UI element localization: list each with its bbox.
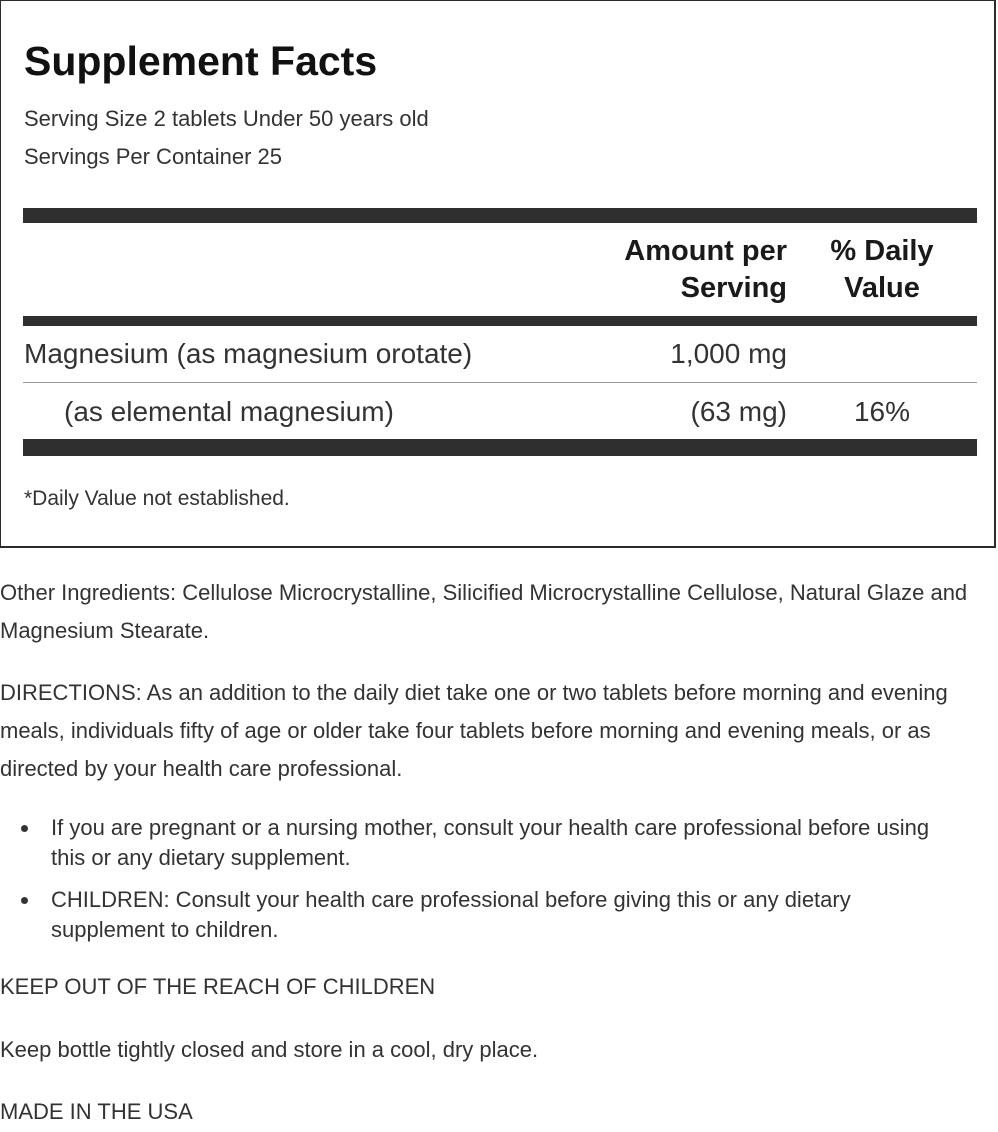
amount-per-serving-header xyxy=(561,233,787,307)
warning-list xyxy=(0,813,996,957)
nutrient-sub-amount: (63 mg) xyxy=(690,396,787,427)
daily-header-line1: % Daily xyxy=(830,235,934,267)
column-divider-bar xyxy=(23,316,977,326)
nutrient-sub-name: (as elemental magnesium) xyxy=(64,396,394,427)
bullet-icon xyxy=(21,825,28,832)
bullet-icon xyxy=(21,897,28,904)
footer-divider-bar xyxy=(23,439,977,456)
row-divider xyxy=(23,382,977,383)
amount-header-line2: Serving xyxy=(680,272,787,304)
serving-size: Serving Size 2 tablets Under 50 years old xyxy=(24,106,429,131)
servings-per-container: Servings Per Container 25 xyxy=(24,144,283,169)
warning-text: CHILDREN: Consult your health care professional before giving this or any dietary supplement to children. xyxy=(51,887,851,942)
header-divider-bar xyxy=(23,208,977,223)
keep-out-warning: KEEP OUT OF THE REACH OF CHILDREN xyxy=(0,974,436,999)
nutrient-amount: 1,000 mg xyxy=(670,338,787,369)
daily-value-header xyxy=(807,233,957,307)
amount-header-line1: Amount per xyxy=(624,235,787,267)
daily-value-footnote: *Daily Value not established. xyxy=(24,487,290,510)
warning-text: If you are pregnant or a nursing mother, consult your health care professional before using this or any dietary supplement. xyxy=(51,815,930,870)
supplement-facts-panel xyxy=(0,0,996,548)
directions: DIRECTIONS: As an addition to the daily diet take one or two tablets before morning and evening meals, individuals fifty of age or older take four tablets before morning and evening meals, or as directed by your health care professional. xyxy=(0,680,948,781)
daily-header-line2: Value xyxy=(844,272,920,304)
list-item xyxy=(0,813,996,873)
storage-instructions: Keep bottle tightly closed and store in a cool, dry place. xyxy=(0,1037,539,1062)
list-item xyxy=(0,885,996,945)
facts-title: Supplement Facts xyxy=(24,38,378,84)
country-of-origin: MADE IN THE USA xyxy=(0,1099,193,1124)
nutrient-sub-daily-value: 16% xyxy=(853,396,911,427)
other-ingredients: Other Ingredients: Cellulose Microcrystalline, Silicified Microcrystalline Cellulose, Natural Glaze and Magnesium Stearate. xyxy=(0,580,968,643)
nutrient-name: Magnesium (as magnesium orotate) xyxy=(24,338,473,369)
